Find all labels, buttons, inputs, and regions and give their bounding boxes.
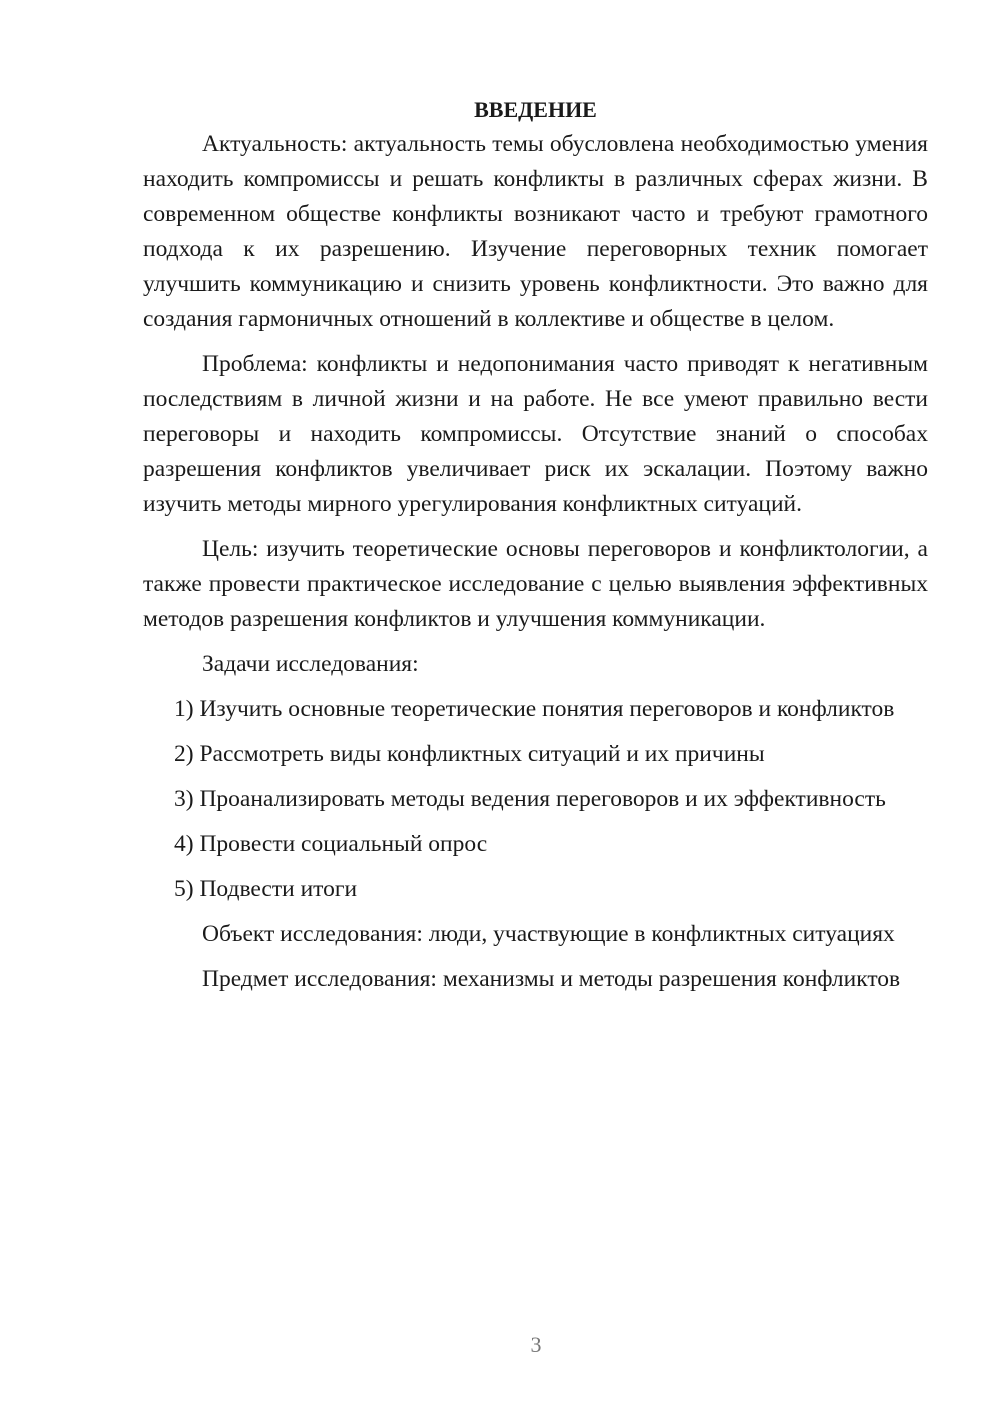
task-item: 3) Проанализировать методы ведения переговоров и их эффективность xyxy=(174,786,886,812)
goal-paragraph: Цель: изучить теоретические основы переговоров и конфликтологии, а также провести практическое исследование с целью выявления эффективных методов разрешения конфликтов и улучшения коммуникации. xyxy=(143,536,928,632)
task-item: 4) Провести социальный опрос xyxy=(174,831,488,857)
section-heading: ВВЕДЕНИЕ xyxy=(474,97,597,122)
object-paragraph: Объект исследования: люди, участвующие в конфликтных ситуациях xyxy=(202,921,895,947)
page-content xyxy=(143,92,928,1007)
subject-paragraph: Предмет исследования: механизмы и методы разрешения конфликтов xyxy=(202,966,901,992)
task-item: 2) Рассмотреть виды конфликтных ситуаций и их причины xyxy=(174,741,765,767)
problem-paragraph: Проблема: конфликты и недопонимания часто приводят к негативным последствиям в личной жизни и на работе. Не все умеют правильно вести переговоры и находить компромиссы. Отсутствие знаний о способах разрешения конфликтов увеличивает риск их эскалации. Поэтому важно изучить методы мирного урегулирования конфликтных ситуаций. xyxy=(143,351,928,517)
relevance-paragraph: Актуальность: актуальность темы обусловлена необходимостью умения находить компромиссы и решать конфликты в различных сферах жизни. В современном обществе конфликты возникают часто и требуют грамотного подхода к их разрешению. Изучение переговорных техник помогает улучшить коммуникацию и снизить уровень конфликтности. Это важно для создания гармоничных отношений в коллективе и обществе в целом. xyxy=(143,131,928,332)
tasks-title: Задачи исследования: xyxy=(202,651,419,677)
page-number: 3 xyxy=(530,1332,542,1357)
task-item: 1) Изучить основные теоретические понятия переговоров и конфликтов xyxy=(174,696,895,722)
task-item: 5) Подвести итоги xyxy=(174,876,358,902)
